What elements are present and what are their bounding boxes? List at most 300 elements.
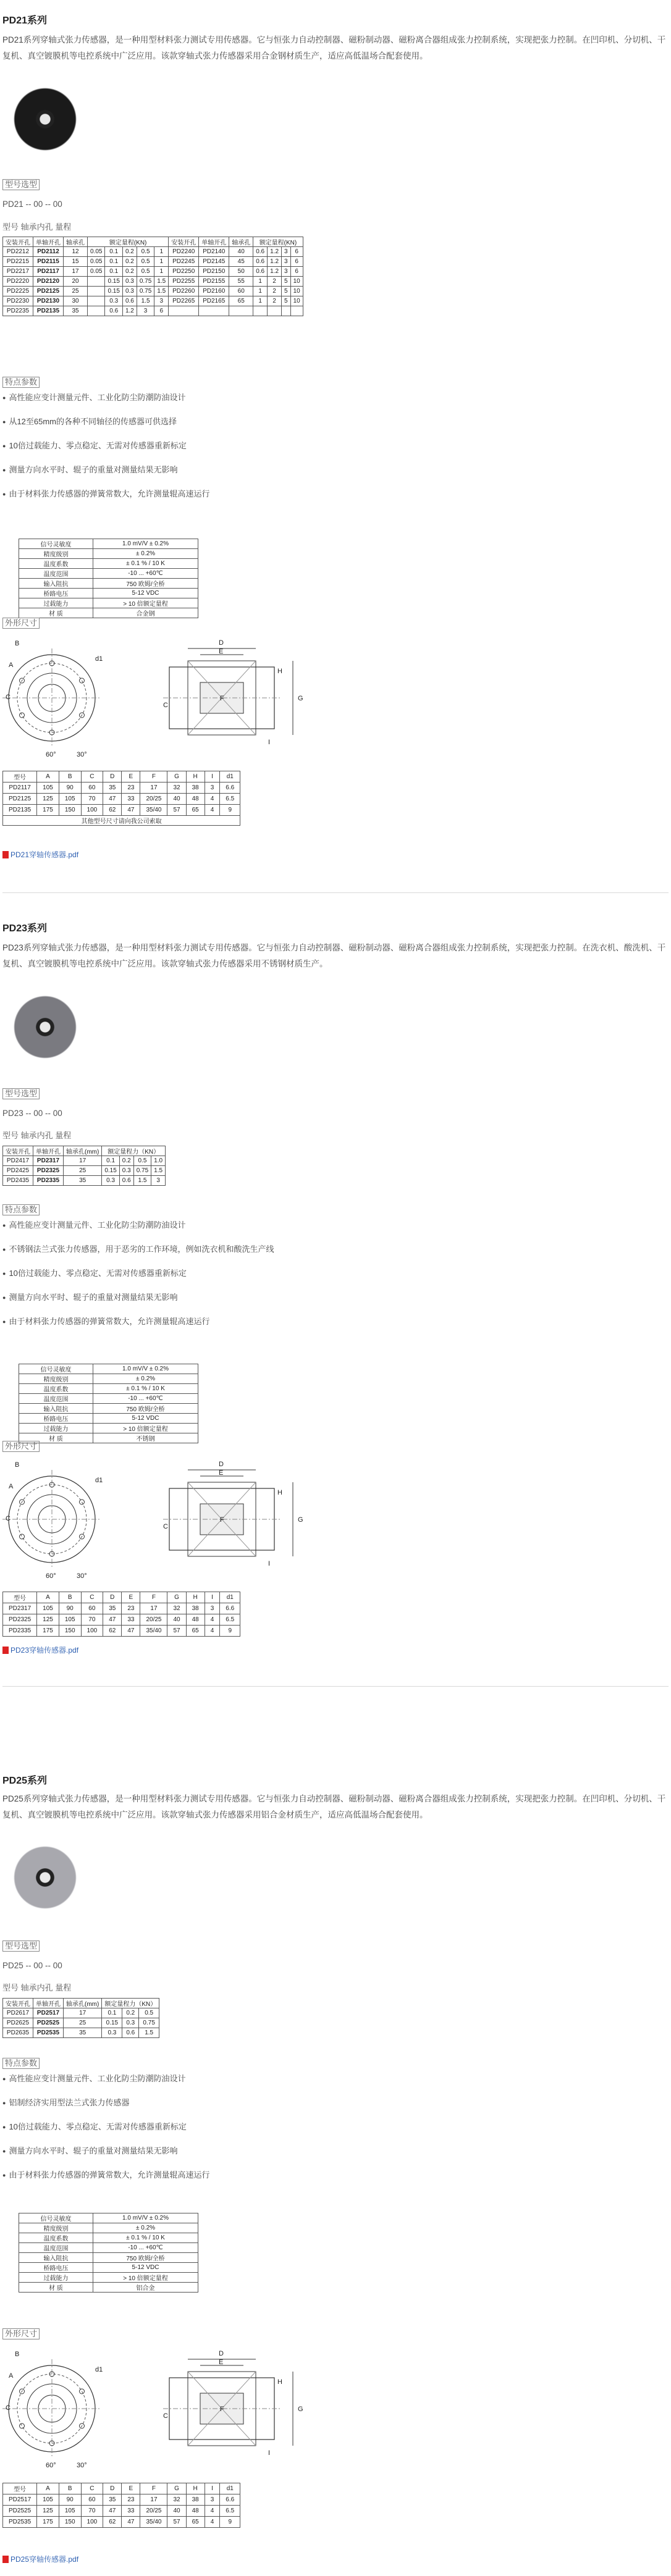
table-row <box>19 589 198 598</box>
table-cell: 55 <box>229 277 253 287</box>
table-cell: 0.2 <box>122 267 137 277</box>
series-title: PD23系列 <box>2 923 48 934</box>
table-cell: 12 <box>64 247 88 257</box>
table-cell: 1.5 <box>154 287 169 296</box>
table-cell: 1 <box>154 247 169 257</box>
table-cell: 0.6 <box>253 247 268 257</box>
features-heading: 特点参数 <box>2 1204 40 1215</box>
spec-table <box>2 771 240 826</box>
table-cell: PD2235 <box>3 306 33 316</box>
table-row <box>19 2253 198 2263</box>
table-row <box>19 2213 198 2223</box>
pdf-link-label: PD23穿轴传感器.pdf <box>11 1646 79 1655</box>
table-header-cell: G <box>167 2483 186 2494</box>
table-cell: 0.2 <box>122 2008 139 2018</box>
dimension-label: C <box>6 2404 11 2412</box>
table-cell: PD2155 <box>199 277 229 287</box>
table-header-cell: D <box>103 2483 122 2494</box>
table-cell: 38 <box>186 1603 205 1614</box>
table-header-cell: 安装开孔 <box>3 1146 33 1156</box>
table-row <box>3 1614 240 1626</box>
dimension-label: D <box>219 1461 224 1468</box>
table-cell: 0.15 <box>105 277 122 287</box>
table-header-cell: I <box>205 771 220 782</box>
param-name: 材 质 <box>19 1433 93 1443</box>
param-value: 1.0 mV/V ± 0.2% <box>93 539 198 549</box>
table-header-cell: C <box>81 1592 103 1603</box>
table-header-cell: 型号 <box>3 1592 37 1603</box>
table-cell: PD2135 <box>3 805 37 816</box>
table-cell: 0.6 <box>122 2028 139 2038</box>
dimension-label: 30° <box>77 1572 87 1580</box>
table-cell: 0.2 <box>119 1156 133 1166</box>
dimension-label: C <box>6 694 11 701</box>
table-row <box>19 549 198 559</box>
table-cell: 9 <box>220 805 240 816</box>
table-cell: 2 <box>268 296 282 306</box>
table-cell <box>88 296 105 306</box>
table-cell: PD2265 <box>169 296 199 306</box>
table-cell <box>229 306 253 316</box>
spec-table <box>2 2483 240 2528</box>
list-item: ● 由于材料张力传感器的弹簧常数大，允许测量辊高速运行 <box>2 1310 274 1334</box>
param-value: 1.0 mV/V ± 0.2% <box>93 1364 198 1374</box>
table-cell: PD2525 <box>3 2506 37 2517</box>
dimension-label: 60° <box>46 1572 56 1580</box>
param-name: 温度系数 <box>19 1384 93 1394</box>
dimension-label: I <box>268 1560 271 1567</box>
param-name: 桥路电压 <box>19 589 93 598</box>
table-cell: 65 <box>186 805 205 816</box>
table-cell: 2 <box>268 287 282 296</box>
table-header-cell: 轴承孔(mm) <box>64 1146 102 1156</box>
table-cell: 125 <box>37 2506 59 2517</box>
table-cell: PD2160 <box>199 287 229 296</box>
dimension-label: G <box>298 1516 303 1524</box>
section-divider <box>2 892 669 893</box>
table-row <box>3 257 303 267</box>
table-cell: 50 <box>229 267 253 277</box>
table-cell: 100 <box>81 2517 103 2528</box>
model-selection-heading: 型号选型 <box>2 1940 40 1952</box>
dimension-label: H <box>277 2378 282 2386</box>
table-header-cell: I <box>205 2483 220 2494</box>
table-cell: 2 <box>268 277 282 287</box>
sensor-photo-icon <box>2 981 88 1073</box>
dimension-label: E <box>219 2359 224 2366</box>
table-row <box>3 267 303 277</box>
table-cell: 1.2 <box>268 257 282 267</box>
table-cell: 0.75 <box>139 2018 159 2028</box>
table-header-cell: 额定量程力（KN） <box>102 1146 166 1156</box>
dimension-drawing <box>2 2347 324 2470</box>
table-cell: 20/25 <box>140 794 167 805</box>
table-cell: 40 <box>229 247 253 257</box>
table-cell: 6 <box>290 267 303 277</box>
model-selection-heading: 型号选型 <box>2 1088 40 1099</box>
table-cell: 62 <box>103 805 122 816</box>
table-cell: 47 <box>103 1614 122 1626</box>
dimension-label: D <box>219 2350 224 2357</box>
pdf-file-icon <box>2 851 9 858</box>
table-header-cell: H <box>186 1592 205 1603</box>
table-cell: 175 <box>37 1626 59 1637</box>
table-cell: 17 <box>140 1603 167 1614</box>
pdf-file-icon <box>2 2556 9 2563</box>
table-cell: 57 <box>167 2517 186 2528</box>
table-cell: 0.2 <box>122 247 137 257</box>
table-cell: PD2240 <box>169 247 199 257</box>
dimension-label: C <box>6 1515 11 1522</box>
table-header-row <box>3 2483 240 2494</box>
table-header-cell: E <box>122 1592 140 1603</box>
table-row <box>3 277 303 287</box>
table-cell: PD2535 <box>3 2517 37 2528</box>
model-legend: 型号 轴承内孔 量程 <box>2 222 72 232</box>
table-row <box>19 1394 198 1404</box>
table-cell: PD2617 <box>3 2008 33 2018</box>
table-cell: 105 <box>37 1603 59 1614</box>
param-name: 温度范围 <box>19 1394 93 1404</box>
table-cell: PD2117 <box>33 267 64 277</box>
table-header-cell: B <box>59 1592 81 1603</box>
table-cell: 175 <box>37 805 59 816</box>
table-cell: 1.5 <box>151 1166 166 1176</box>
table-cell: PD2517 <box>3 2494 37 2506</box>
table-cell: PD2150 <box>199 267 229 277</box>
section-divider <box>2 1686 669 1687</box>
param-name: 精度级别 <box>19 549 93 559</box>
table-cell: 0.5 <box>137 257 154 267</box>
table-cell: 1.0 <box>151 1156 166 1166</box>
list-item: ● 测量方向水平时、辊子的重量对测量结果无影响 <box>2 458 209 482</box>
list-item: ● 高性能应变计测量元件、工业化防尘防潮防油设计 <box>2 2067 209 2091</box>
table-cell: 1.5 <box>139 2028 159 2038</box>
table-header-cell: G <box>167 771 186 782</box>
dimension-label: d1 <box>95 655 103 663</box>
table-cell: 1.2 <box>268 247 282 257</box>
table-header-cell: 轴承孔(mm) <box>64 1999 102 2008</box>
table-cell: 32 <box>167 2494 186 2506</box>
table-row <box>19 2283 198 2293</box>
table-header-cell: 型号 <box>3 771 37 782</box>
table-cell: 30 <box>64 296 88 306</box>
param-value: 不锈钢 <box>93 1433 198 1443</box>
table-cell: 35/40 <box>140 1626 167 1637</box>
table-cell: 60 <box>81 782 103 794</box>
table-cell: 40 <box>167 1614 186 1626</box>
table-cell: PD2115 <box>33 257 64 267</box>
table-cell: PD2140 <box>199 247 229 257</box>
table-cell <box>253 306 268 316</box>
table-cell: 1 <box>154 267 169 277</box>
dimension-label: F <box>220 695 224 702</box>
dimension-label: A <box>9 1483 14 1490</box>
table-cell: 0.6 <box>253 267 268 277</box>
model-legend: 型号 轴承内孔 量程 <box>2 1983 72 1992</box>
table-cell: 6.6 <box>220 2494 240 2506</box>
dimension-label: F <box>220 2406 224 2413</box>
table-cell: 1.2 <box>122 306 137 316</box>
list-item: ● 铝制经济实用型法兰式张力传感器 <box>2 2091 209 2115</box>
table-cell: 105 <box>59 2506 81 2517</box>
table-cell: 0.3 <box>105 296 122 306</box>
table-cell: 4 <box>205 1626 220 1637</box>
list-item: ● 由于材料张力传感器的弹簧常数大，允许测量辊高速运行 <box>2 2163 209 2188</box>
table-cell: 40 <box>167 794 186 805</box>
param-value: > 10 倍额定量程 <box>93 1424 198 1433</box>
table-row <box>3 2018 159 2028</box>
table-cell: 0.6 <box>105 306 122 316</box>
list-item: ● 测量方向水平时、辊子的重量对测量结果无影响 <box>2 2139 209 2163</box>
table-cell: 0.1 <box>105 257 122 267</box>
params-table <box>19 539 198 618</box>
table-cell: PD2217 <box>3 267 33 277</box>
feature-list <box>2 2067 209 2188</box>
pdf-link-label: PD21穿轴传感器.pdf <box>11 850 79 859</box>
table-cell: 70 <box>81 794 103 805</box>
table-cell: PD2230 <box>3 296 33 306</box>
table-cell: 3 <box>282 267 291 277</box>
table-cell: 0.3 <box>102 1176 119 1186</box>
table-cell: 125 <box>37 794 59 805</box>
table-cell: 3 <box>205 1603 220 1614</box>
model-code: PD25 -- 00 -- 00 <box>2 1961 62 1970</box>
table-cell <box>88 277 105 287</box>
table-cell: 17 <box>64 2008 102 2018</box>
table-header-cell: 安装开孔 <box>3 237 33 247</box>
table-cell: 0.1 <box>102 2008 122 2018</box>
table-cell: 23 <box>122 782 140 794</box>
table-header-cell: 安装开孔 <box>3 1999 33 2008</box>
table-cell: 6 <box>154 306 169 316</box>
table-row <box>19 608 198 618</box>
table-cell: 6.5 <box>220 794 240 805</box>
param-name: 信号灵敏度 <box>19 1364 93 1374</box>
table-cell: PD2215 <box>3 257 33 267</box>
param-value: > 10 倍额定量程 <box>93 2273 198 2283</box>
table-header-cell: 额定量程(KN) <box>88 237 169 247</box>
series-description: PD21系列穿轴式张力传感器，是一种用型材料张力测试专用传感器。它与恒张力自动控制器、磁粉制动器、磁粉离合器组成张力控制系统，实现把张力控制。在凹印机、分切机、干复机、真空镀膜机等电控系统中广泛应用。该款穿轴式张力传感器采用合金钢材质生产，适应高低温场合配套使用。 <box>2 35 666 61</box>
table-header-cell: F <box>140 771 167 782</box>
table-header-row <box>3 1592 240 1603</box>
table-cell: 70 <box>81 1614 103 1626</box>
table-cell: 105 <box>59 794 81 805</box>
table-cell: 10 <box>290 287 303 296</box>
table-cell: 0.1 <box>105 267 122 277</box>
dimension-label: 30° <box>77 2462 87 2469</box>
table-cell: 100 <box>81 1626 103 1637</box>
table-header-row <box>3 237 303 247</box>
table-cell: PD2325 <box>33 1166 64 1176</box>
table-header-cell: D <box>103 771 122 782</box>
table-cell: 1.5 <box>137 296 154 306</box>
table-cell: 48 <box>186 1614 205 1626</box>
table-cell: 3 <box>137 306 154 316</box>
pdf-download-link[interactable] <box>2 849 78 860</box>
table-cell: 0.5 <box>133 1156 151 1166</box>
table-header-cell: E <box>122 2483 140 2494</box>
table-cell: 0.15 <box>102 1166 119 1176</box>
product-section <box>0 920 671 1834</box>
dimension-label: B <box>15 2351 20 2358</box>
table-cell: 100 <box>81 805 103 816</box>
table-cell: 1.2 <box>268 267 282 277</box>
table-header-cell: F <box>140 1592 167 1603</box>
table-cell: 38 <box>186 782 205 794</box>
table-cell: 3 <box>154 296 169 306</box>
table-header-cell: C <box>81 771 103 782</box>
table-row <box>3 306 303 316</box>
param-name: 桥路电压 <box>19 2263 93 2273</box>
table-cell: 0.05 <box>88 257 105 267</box>
dimension-heading: 外形尺寸 <box>2 2328 40 2339</box>
table-cell <box>169 306 199 316</box>
table-cell: 6 <box>290 247 303 257</box>
param-name: 输入阻抗 <box>19 1404 93 1414</box>
table-header-cell: H <box>186 2483 205 2494</box>
table-cell: 60 <box>229 287 253 296</box>
table-header-cell: 单轴开孔 <box>33 237 64 247</box>
table-cell: 23 <box>122 2494 140 2506</box>
table-cell <box>290 306 303 316</box>
table-cell: 105 <box>59 1614 81 1626</box>
list-item: ● 测量方向水平时、辊子的重量对测量结果无影响 <box>2 1286 274 1310</box>
list-item: ● 10倍过载能力、零点稳定、无需对传感器重新标定 <box>2 2115 209 2139</box>
table-cell: 6.5 <box>220 2506 240 2517</box>
table-cell: 40 <box>167 2506 186 2517</box>
table-cell: PD2435 <box>3 1176 33 1186</box>
param-name: 温度范围 <box>19 2243 93 2253</box>
table-row <box>19 2223 198 2233</box>
table-header-row <box>3 771 240 782</box>
table-cell: 65 <box>186 2517 205 2528</box>
table-cell: 48 <box>186 2506 205 2517</box>
param-value: -10 ... +60℃ <box>93 2243 198 2253</box>
table-cell: 4 <box>205 2506 220 2517</box>
table-cell: PD2260 <box>169 287 199 296</box>
table-cell: 33 <box>122 1614 140 1626</box>
table-cell: 47 <box>103 794 122 805</box>
table-cell: 125 <box>37 1614 59 1626</box>
table-header-cell: d1 <box>220 771 240 782</box>
table-row <box>19 1404 198 1414</box>
table-cell: PD2517 <box>33 2008 64 2018</box>
table-cell: 35 <box>64 306 88 316</box>
param-value: 5-12 VDC <box>93 2263 198 2273</box>
table-cell: PD2425 <box>3 1166 33 1176</box>
table-header-cell: 额定量程(KN) <box>253 237 303 247</box>
table-cell: 6.5 <box>220 1614 240 1626</box>
table-cell: 175 <box>37 2517 59 2528</box>
param-value: 5-12 VDC <box>93 589 198 598</box>
table-cell: 57 <box>167 805 186 816</box>
table-header-cell: 轴承孔 <box>229 237 253 247</box>
table-cell: 0.1 <box>102 1156 119 1166</box>
param-value: 750 欧姆/全桥 <box>93 2253 198 2263</box>
table-cell: 3 <box>282 257 291 267</box>
table-cell: 6 <box>290 257 303 267</box>
table-row <box>19 1384 198 1394</box>
table-header-cell: 单轴开孔 <box>33 1999 64 2008</box>
table-cell: PD2125 <box>3 794 37 805</box>
table-header-cell: E <box>122 771 140 782</box>
table-cell: PD2317 <box>3 1603 37 1614</box>
dimension-label: d1 <box>95 1477 103 1484</box>
param-name: 输入阻抗 <box>19 2253 93 2263</box>
param-value: 1.0 mV/V ± 0.2% <box>93 2213 198 2223</box>
dimension-label: B <box>15 640 20 647</box>
table-cell: 0.6 <box>122 296 137 306</box>
table-row <box>19 1364 198 1374</box>
table-cell: PD2635 <box>3 2028 33 2038</box>
table-header-cell: C <box>81 2483 103 2494</box>
table-cell: PD2225 <box>3 287 33 296</box>
table-cell: 1 <box>154 257 169 267</box>
pdf-download-link[interactable] <box>2 2554 78 2564</box>
dimension-drawing <box>2 1458 324 1581</box>
table-cell: 90 <box>59 2494 81 2506</box>
param-value: 750 欧姆/全桥 <box>93 1404 198 1414</box>
table-header-row <box>3 1146 166 1156</box>
dimension-label: 60° <box>46 2462 56 2469</box>
table-header-cell: D <box>103 1592 122 1603</box>
param-name: 桥路电压 <box>19 1414 93 1424</box>
table-header-cell: B <box>59 2483 81 2494</box>
table-cell: 4 <box>205 1614 220 1626</box>
table-header-cell: I <box>205 1592 220 1603</box>
table-header-cell: G <box>167 1592 186 1603</box>
spec-table <box>2 1998 159 2038</box>
pdf-download-link[interactable] <box>2 1645 78 1655</box>
table-cell: 25 <box>64 1166 102 1176</box>
param-name: 输入阻抗 <box>19 579 93 589</box>
series-description: PD25系列穿轴式张力传感器，是一种用型材料张力测试专用传感器。它与恒张力自动控制器、磁粉制动器、磁粉离合器组成张力控制系统，实现把张力控制。在凹印机、分切机、干复机、真空镀膜机等电控系统中广泛应用。该款穿轴式张力传感器采用铝合金材质生产，适应高低温场合配套使用。 <box>2 1794 666 1819</box>
table-cell: 0.3 <box>119 1166 133 1176</box>
table-cell: PD2317 <box>33 1156 64 1166</box>
table-row <box>3 247 303 257</box>
feature-list <box>2 1214 274 1334</box>
param-name: 过载能力 <box>19 1424 93 1433</box>
dimension-label: B <box>15 1461 20 1469</box>
dimension-label: C <box>163 1523 168 1530</box>
dimension-heading: 外形尺寸 <box>2 1441 40 1452</box>
model-code: PD23 -- 00 -- 00 <box>2 1109 62 1118</box>
pdf-link-label: PD25穿轴传感器.pdf <box>11 2555 79 2564</box>
table-cell <box>282 306 291 316</box>
table-cell: 10 <box>290 277 303 287</box>
model-code: PD21 -- 00 -- 00 <box>2 199 62 209</box>
dimension-label: D <box>219 639 224 647</box>
table-row <box>3 2494 240 2506</box>
table-row <box>3 2028 159 2038</box>
table-cell: 65 <box>186 1626 205 1637</box>
sensor-photo-icon <box>2 73 88 166</box>
table-row <box>3 1176 166 1186</box>
table-cell: 15 <box>64 257 88 267</box>
table-header-cell: F <box>140 2483 167 2494</box>
dimension-label: A <box>9 661 14 669</box>
table-header-cell: 安装开孔 <box>169 237 199 247</box>
table-row <box>3 1166 166 1176</box>
table-cell: 57 <box>167 1626 186 1637</box>
dimension-label: A <box>9 2372 14 2380</box>
table-header-cell: A <box>37 1592 59 1603</box>
table-cell: PD2525 <box>33 2018 64 2028</box>
table-row <box>19 1433 198 1443</box>
table-cell: 32 <box>167 782 186 794</box>
table-cell: 65 <box>229 296 253 306</box>
